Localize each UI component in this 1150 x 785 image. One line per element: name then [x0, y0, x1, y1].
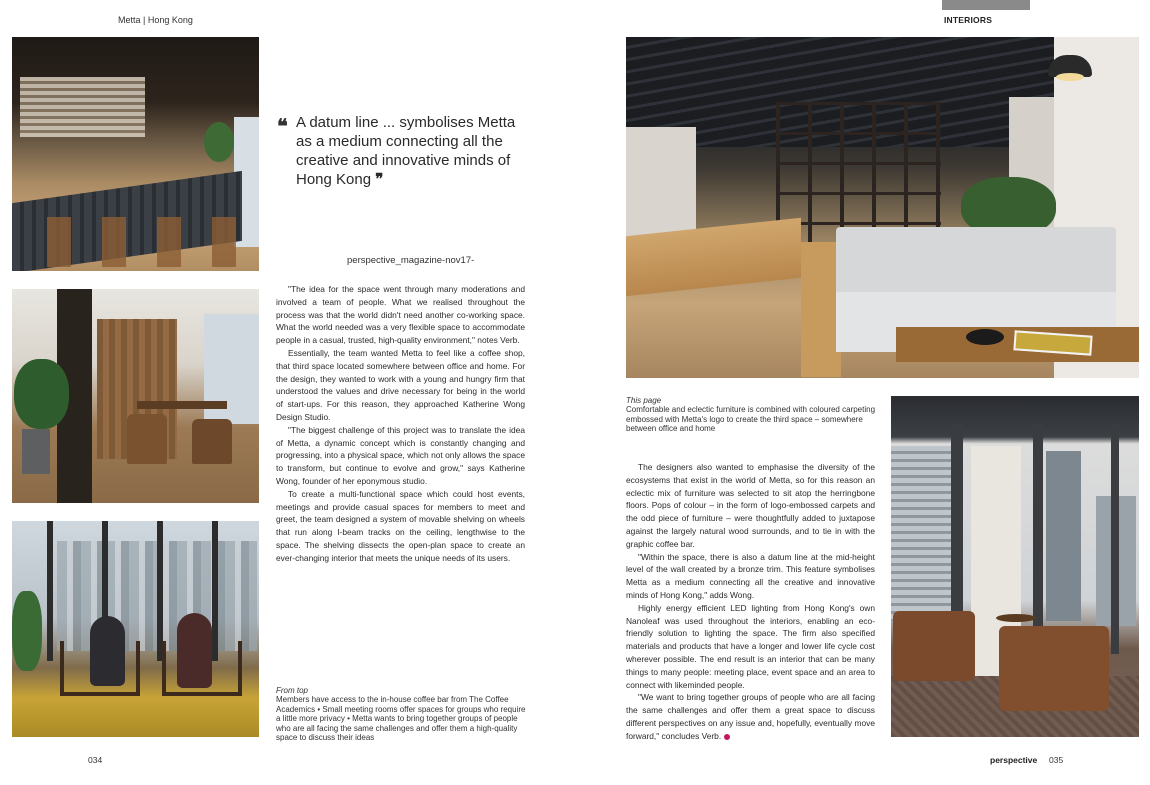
watermark-text: perspective_magazine-nov17- — [347, 255, 475, 266]
page-number-left: 034 — [88, 755, 103, 765]
window-frame — [47, 521, 259, 661]
caption-text: Members have access to the in-house coffee bar from The Coffee Academics • Small meeting rooms offer spaces for groups who require a little more privacy • Metta wants to bring together groups of people who are all facing the same challenges and offer them a high-quality space to discuss their ideas — [276, 695, 526, 743]
paragraph: The designers also wanted to emphasise the diversity of the ecosystems that exist in the world of Metta, so for this reason an eclectic mix of furniture was selected to sit atop the herringbone floors. Pops of colour – in the form of logo-embossed carpets and the odd piece of furniture – were thoughtfully added to juxtapose against the largely natural wood surrounds, and to tie in with the graphic coffee bar. — [626, 462, 875, 549]
seated-person — [90, 616, 125, 686]
paragraph: Essentially, the team wanted Metta to feel like a coffee shop, that third space located somewhere between office and home. For the design, they wanted to work with a young and hungry firm that understood the values and drive necessary for being in the world of start-ups. For this reason, they approached Katherine Wong Design Studio. — [276, 347, 525, 422]
open-quote-mark: ❝ — [277, 114, 288, 138]
window-blinds — [20, 77, 145, 137]
end-mark-dot-icon — [724, 734, 730, 740]
paragraph: "Within the space, there is also a datum line at the mid-height level of the wall created by a bronze trim. This feature symbolises Metta as a medium connecting all the creative and innovative minds of Hong Kong," adds Wong. — [626, 551, 875, 600]
leather-armchair — [999, 626, 1109, 711]
close-quote-mark: ❞ — [375, 170, 384, 188]
caption-heading: From top — [276, 686, 309, 695]
pull-quote-text: A datum line ... symbolises Metta as a medium connecting all the creative and innovative minds of Hong Kong — [296, 114, 516, 188]
paragraph: To create a multi-functional space which could host events, meetings and provide casual spaces for members to meet and greet, the team designed a system of movable shelving on wheels that run along I-beam tracks on the ceiling, lengthwise to the space. The shelving dissects the open-plan space to create an ever-changing interior that meets the unique needs of its users. — [276, 488, 525, 563]
plant — [14, 359, 69, 429]
plant — [12, 591, 42, 671]
caption-heading: This page — [626, 396, 662, 405]
article-column-right — [626, 461, 875, 743]
window-seating-photo — [12, 521, 259, 737]
meeting-table — [137, 401, 227, 409]
caption-text: Comfortable and eclectic furniture is combined with coloured carpeting embossed with Metta's logo to create the third space – somewhere between office and home — [626, 405, 876, 434]
section-tab-bar — [942, 0, 1030, 10]
magazine-brand: perspective — [990, 755, 1038, 765]
meeting-room-photo — [12, 289, 259, 503]
leather-armchair — [893, 611, 975, 681]
city-view — [891, 446, 951, 621]
photo-caption-right — [626, 396, 881, 434]
lounge-photo — [626, 37, 1139, 378]
coffee-cup — [966, 329, 1004, 345]
lamp-light — [1056, 73, 1084, 81]
bar-stools — [27, 217, 247, 267]
paragraph: "The biggest challenge of this project was to translate the idea of Metta, a dynamic concept which is constantly changing and progressing, into a physical space, which not only allows the space to transform, but continue to evolve and grow," says Katherine Wong, founder of her eponymous studio. — [276, 424, 525, 486]
skyscraper — [1046, 451, 1081, 621]
pull-quote — [296, 113, 526, 189]
seated-person — [177, 613, 212, 688]
window-mullion — [1111, 424, 1119, 654]
sofa-back — [836, 227, 1116, 297]
plant-pot — [22, 429, 50, 474]
chair — [192, 419, 232, 464]
side-table — [996, 614, 1036, 622]
photo-caption-left — [276, 686, 528, 742]
coffee-bar-photo — [12, 37, 259, 271]
article-column-left — [276, 283, 525, 565]
paragraph: "The idea for the space went through many moderations and involved a team of people. What we realised throughout the process was that the world didn't need another co-working space. What the world needed was a very flexible space to accommodate people in a casual, trusted, high-quality environment," notes Verb. — [276, 284, 525, 346]
page-number-right: 035 — [1049, 755, 1064, 765]
final-paragraph-text: "We want to bring together groups of people who are all facing the same challenges and offer them a great space to discuss different perspectives on any issue and, hopefully, eventually move forward," concludes Verb. — [626, 692, 875, 741]
paragraph — [626, 691, 875, 742]
paragraph: Highly energy efficient LED lighting from Hong Kong's own Nanoleaf was used throughout the interiors, enabling an eco-friendly solution to lighting the space. The firm also specified materials and products that have a longer and lower life cycle cost wherever possible. The end result is an interior that can be many things to many people: meeting place, event space and an area to connect with likeminded people. — [626, 602, 875, 690]
chair — [127, 414, 167, 464]
plant — [204, 122, 234, 162]
sofa-frame — [801, 242, 841, 377]
section-label: INTERIORS — [944, 15, 993, 25]
armchair-lounge-photo — [891, 396, 1139, 737]
running-head: Metta | Hong Kong — [118, 15, 193, 25]
